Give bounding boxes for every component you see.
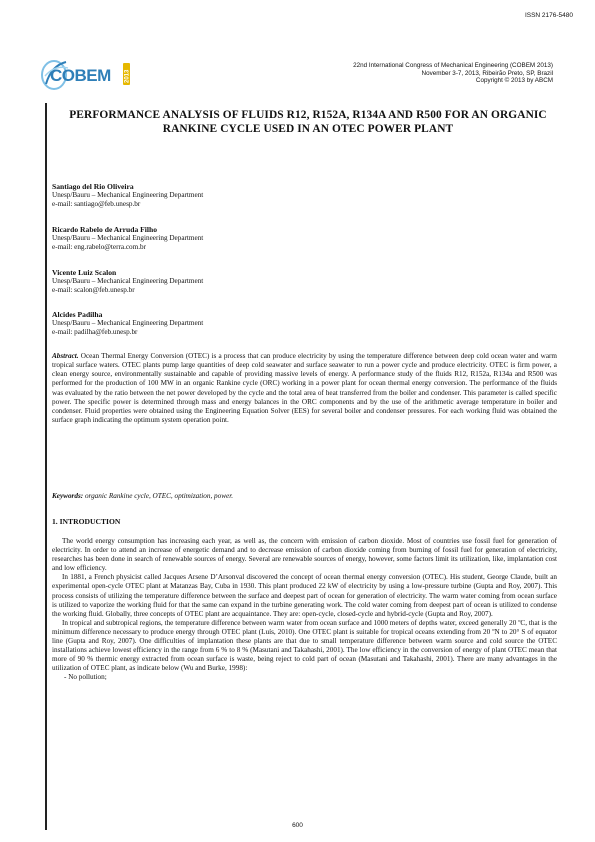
author-affiliation: Unesp/Bauru – Mechanical Engineering Department [52,319,204,328]
paragraph: The world energy consumption has increasing each year, as well as, the concern with emission of carbon dioxide. Most of countries use fossil fuel for generation of electricity. In order to attend an increase of energetic demand and to decrease emission of carbon dioxide coming from burning of fossil fuel for generation of electricity, researches has been done in search of renewable sources of energy. Several are renewable sources of energy, however, some factors limit its utilization, like, implantation cost and low efficiency. [52,537,557,573]
author-block [52,268,352,296]
author-block [52,225,352,253]
abstract [52,352,557,425]
author-block [52,310,352,338]
author-affiliation: Unesp/Bauru – Mechanical Engineering Department [52,277,204,286]
conference-line-3: Copyright © 2013 by ABCM [475,77,553,85]
abstract-label: Abstract. [52,352,79,360]
author-name: Santiago del Rio Oliveira [52,182,134,191]
author-name: Ricardo Rabelo de Arruda Filho [52,225,158,234]
author-name: Alcides Padilha [52,310,103,319]
page-number: 600 [292,822,303,829]
svg-text:2013: 2013 [124,69,131,83]
author-name: Vicente Luiz Scalon [52,268,117,277]
author-affiliation: Unesp/Bauru – Mechanical Engineering Department [52,234,204,243]
keywords-value: organic Rankine cycle, OTEC, optimization, power. [84,492,234,500]
cobem-logo [40,54,132,94]
paragraph: In 1881, a French physicist called Jacques Arsene D’Arsonval discovered the concept of ocean thermal energy conversion (OTEC). His student, George Claude, built an experimental open-cycle OTEC plant at Matanzas Bay, Cuba in 1930. This plant produced 22 kW of electricity by using a low-pressure turbine (Gupta and Roy, 2007). This process consists of utilizing the temperature difference between the surface and deepest part of ocean for generation of electricity. The warm water coming from ocean surface is utilized to vaporize the working fluid for that the same can expand in the turbine generating work. The cold water coming from deepest part of ocean is utilized to condense the working fluid. Globally, three concepts of OTEC plant are acquaintance. They are: open-cycle, closed-cycle and hybrid-cycle (Gupta and Roy, 2007). [52,573,557,618]
paper-title: PERFORMANCE ANALYSIS OF FLUIDS R12, R152A, R134A AND R500 FOR AN ORGANIC RANKINE CYCLE USED IN AN OTEC POWER PLANT [69,109,547,135]
introduction-body [52,537,557,683]
abstract-text: Ocean Thermal Energy Conversion (OTEC) is a process that can produce electricity by using the temperature difference between deep cold ocean water and warm tropical surface waters. OTEC plants pump large quantities of deep cold seawater and surface seawater to run a power cycle and produce electricity. OTEC is firm power, a clean energy source, environmentally sustainable and capable of providing massive levels of energy. A performance study of the fluids R12, R152a, R134a and R500 was performed for the production of 100 MW in an organic Rankine cycle (ORC) working in a power plant for ocean thermal energy conversion. The performance of the fluids was evaluated by the ratio between the net power developed by the cycle and the total area of heat transferred from the boiler and condenser. This parameter is called specific power. The specific power is determined through mass and energy balances in the ORC components and by the use of the arithmetic average temperature in boiler and condenser. Fluid properties were obtained using the Engineering Equation Solver (EES) for several boiler and condenser pressures. For each working fluid was obtained the surface graph indicating the optimum system operation point. [52,352,558,425]
left-margin-rule [45,103,47,830]
author-email: e-mail: padilha@feb.unesp.br [52,328,138,337]
conference-line-2: November 3-7, 2013, Ribeirão Preto, SP, Brazil [421,69,553,77]
keywords [52,492,557,500]
conference-info [353,62,553,85]
keywords-label: Keywords: [52,492,84,500]
cobem-logo-icon [40,54,132,94]
list-item: - No pollution; [64,673,107,682]
author-email: e-mail: scalon@feb.unesp.br [52,286,135,295]
author-email: e-mail: santiago@feb.unesp.br [52,200,141,209]
issn-label: ISSN 2176-5480 [524,12,573,19]
author-email: e-mail: eng.rabelo@terra.com.br [52,243,147,252]
conference-line-1: 22nd International Congress of Mechanical Engineering (COBEM 2013) [353,62,553,69]
section-heading-introduction: 1. INTRODUCTION [52,517,121,526]
author-block [52,182,352,210]
author-affiliation: Unesp/Bauru – Mechanical Engineering Department [52,191,204,200]
paragraph: In tropical and subtropical regions, the temperature difference between warm water from ocean surface and 1000 meters of depths water, exceed generally 20 ºC, that is the minimum difference necessary to produce energy through OTEC plant (Luís, 2010). One OTEC plant is suitable for tropical oceans extending from 20 ºN to 20° S of equator line (Gupta and Roy, 2007). One difficulties of implantation these plants are that due to small temperature difference between warm source and cold source the OTEC installations achieve lowest efficiency in the range from 6 % to 8 % (Masutani and Takahashi, 2001). The low efficiency in the conversion of energy of plant OTEC mean that more of 90 % thermic energy extracted from ocean surface is waste, being reject to cold part of ocean (Masutani and Takahashi, 2001). There are many advantages in the utilization of OTEC plant, as indicate below (Wu and Burke, 1998): [52,618,557,673]
svg-text:COBEM: COBEM [50,66,111,85]
